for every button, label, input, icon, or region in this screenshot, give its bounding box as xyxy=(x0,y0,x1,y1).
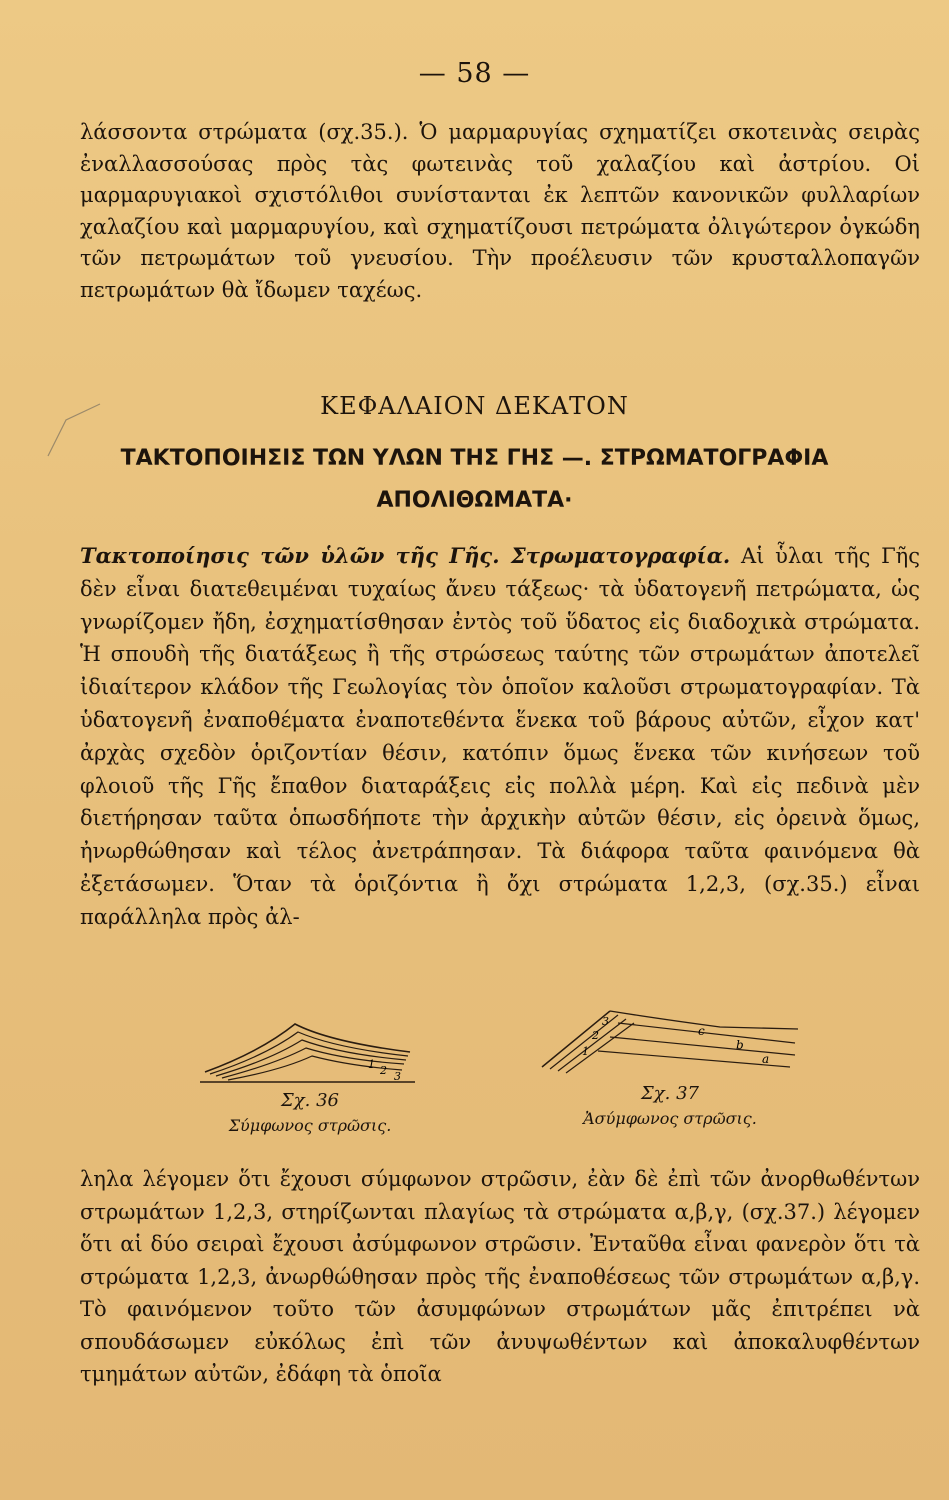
fig37-label-c: c xyxy=(698,1024,705,1038)
paragraph-1-text: λάσσοντα στρώματα (σχ.35.). Ὁ μαρμαρυγίας σχηματίζει σκοτεινὰς σειρὰς ἐναλλασσούσας πρὸς τὰς φωτεινὰς τοῦ χαλαζίου καὶ ἀστρίου. Οἱ μαρμαρυγιακοὶ σχιστόλιθοι συνίστανται ἐκ λεπτῶν κανονικῶν φυλλαρίων χαλαζίου καὶ μαρμαρυγίου, καὶ σχηματίζουσι πετρώματα ὀλιγώτερον ὀγκώδη τῶν πετρωμάτων τοῦ γνευσίου. Τὴν προέλευσιν τῶν κρυσταλλοπαγῶν πετρωμάτων θὰ ἴδωμεν ταχέως. xyxy=(80,120,920,302)
figure-36-caption: Σύμφωνος στρῶσις. xyxy=(228,1116,392,1135)
fig37-label-3: 3 xyxy=(602,1015,609,1028)
paragraph-3 xyxy=(80,1163,920,1391)
paragraph-1 xyxy=(80,117,920,306)
section-heading-line-1: ΤΑΚΤΟΠΟΙΗΣΙΣ ΤΩΝ ΥΛΩΝ ΤΗΣ ΓΗΣ —. ΣΤΡΩΜΑΤΟΓΡΑΦΙΑ xyxy=(120,446,829,471)
fig36-label-3: 3 xyxy=(394,1070,401,1083)
figure-36 xyxy=(200,1012,420,1142)
figure-37 xyxy=(540,1005,800,1145)
fig36-label-1: 1 xyxy=(368,1058,375,1071)
fig37-label-a: a xyxy=(762,1052,770,1066)
figure-36-number: Σχ. 36 xyxy=(281,1090,339,1111)
fig37-label-1: 1 xyxy=(582,1045,589,1058)
unconformable-strata-diagram xyxy=(540,1005,800,1085)
conformable-strata-diagram xyxy=(200,1012,420,1092)
paragraph-2-text: Αἱ ὗλαι τῆς Γῆς δὲν εἶναι διατεθειμέναι τυχαίως ἄνευ τάξεως· τὰ ὑδατογενῆ πετρώματα, ὡς γνωρίζομεν ἤδη, ἐσχηματίσθησαν ἐντὸς τοῦ ὕδατος εἰς διαδοχικὰ στρώματα. Ἡ σπουδὴ τῆς διατάξεως ἢ τῆς στρώσεως ταύτης τῶν στρωμάτων ἀποτελεῖ ἰδιαίτερον κλάδον τῆς Γεωλογίας τὸν ὁποῖον καλοῦσι στρωματογραφίαν. Τὰ ὑδατογενῆ ἐναποθέματα ἐναποτεθέντα ἕνεκα τοῦ βάρους αὐτῶν, εἶχον κατ' ἀρχὰς σχεδὸν ὁριζοντίαν θέσιν, κατόπιν ὅμως ἕνεκα τῶν κινήσεων τοῦ φλοιοῦ τῆς Γῆς ἔπαθον διαταράξεις εἰς πολλὰ μέρη. Καὶ εἰς πεδινὰ μὲν διετήρησαν ταῦτα ὁπωσδήποτε τὴν ἀρχικὴν αὐτῶν θέσιν, εἰς ὀρεινὰ ὅμως, ἠνωρθώθησαν καὶ τέλος ἀνετράπησαν. Τὰ διάφορα ταῦτα φαινόμενα θὰ ἐξετάσωμεν. Ὅταν τὰ ὁριζόντια ἢ ὄχι στρώματα 1,2,3, (σχ.35.) εἶναι παράλληλα πρὸς ἀλ- xyxy=(80,544,921,929)
chapter-title: ΚΕΦΑΛΑΙΟΝ ΔΕΚΑΤΟΝ xyxy=(320,392,629,420)
section-heading-line-2: ΑΠΟΛΙΘΩΜΑΤΑ· xyxy=(376,488,573,513)
fig37-label-b: b xyxy=(736,1038,744,1052)
paragraph-2-body xyxy=(80,540,920,934)
fig36-label-2: 2 xyxy=(380,1064,387,1077)
paragraph-2-lead: Τακτοποίησις τῶν ὑλῶν τῆς Γῆς. Στρωματογραφία. xyxy=(80,543,731,568)
paragraph-3-text: ληλα λέγομεν ὅτι ἔχουσι σύμφωνον στρῶσιν, ἐὰν δὲ ἐπὶ τῶν ἀνορθωθέντων στρωμάτων 1,2,3, στηρίζωνται πλαγίως τὰ στρώματα α,β,γ, (σχ.37.) λέγομεν ὅτι αἱ δύο σειραὶ ἔχουσι ἀσύμφωνον στρῶσιν. Ἐνταῦθα εἶναι φανερὸν ὅτι τὰ στρώματα 1,2,3, ἀνωρθώθησαν πρὸς τῆς ἐναποθέσεως τῶν στρωμάτων α,β,γ. Τὸ φαινόμενον τοῦτο τῶν ἀσυμφώνων στρωμάτων μᾶς ἐπιτρέπει νὰ σπουδάσωμεν εὐκόλως ἐπὶ τῶν ἀνυψωθέντων καὶ ἀποκαλυφθέντων τμημάτων αὐτῶν, ἐδάφη τὰ ὁποῖα xyxy=(80,1167,920,1386)
paragraph-2 xyxy=(80,540,920,934)
fig37-label-2: 2 xyxy=(592,1029,599,1042)
page-number: — 58 — xyxy=(418,58,531,89)
figure-37-caption: Ἀσύμφωνος στρῶσις. xyxy=(583,1109,757,1128)
figure-37-number: Σχ. 37 xyxy=(641,1083,699,1104)
